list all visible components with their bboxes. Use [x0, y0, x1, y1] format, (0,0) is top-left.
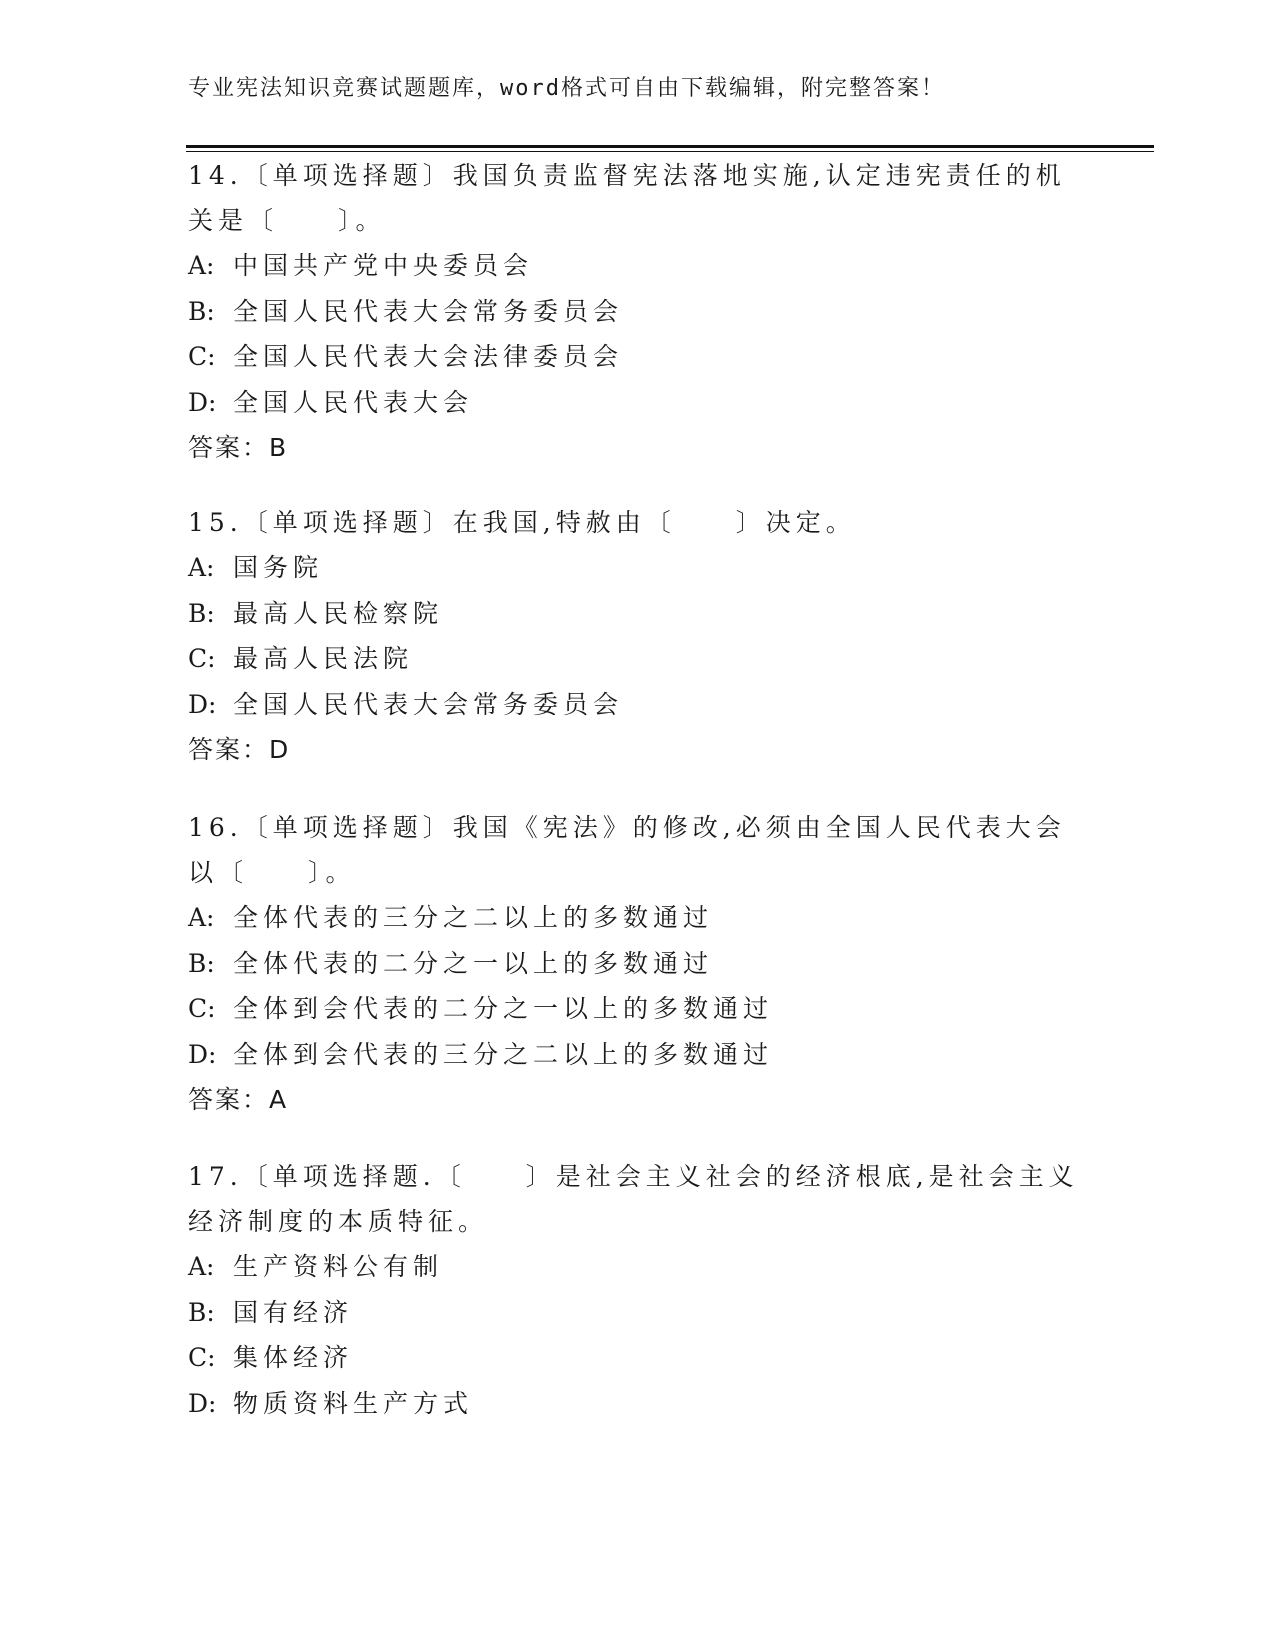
option-letter: A:	[188, 251, 215, 280]
option-text: 中国共产党中央委员会	[233, 251, 534, 280]
answer: 答案：B	[188, 433, 289, 462]
option-letter: D:	[188, 689, 217, 719]
option-letter: A:	[188, 903, 215, 932]
option-letter: D:	[188, 1388, 217, 1418]
question-14	[188, 153, 1088, 470]
question-16	[188, 805, 1088, 1122]
option-letter: D:	[188, 387, 217, 417]
option-c	[188, 986, 1088, 1032]
question-15	[188, 500, 1088, 772]
page-header: 专业宪法知识竞赛试题题库，word格式可自由下载编辑，附完整答案！	[188, 76, 945, 101]
question-stem: 14.〔单项选择题〕我国负责监督宪法落地实施,认定违宪责任的机关是〔 〕。	[188, 161, 1066, 235]
option-letter: C:	[188, 1343, 216, 1372]
option-letter: C:	[188, 644, 216, 673]
option-d	[188, 1381, 1088, 1427]
question-17	[188, 1154, 1088, 1426]
option-letter: B:	[188, 598, 215, 628]
option-text: 最高人民检察院	[233, 598, 444, 628]
option-b	[188, 941, 1088, 987]
option-c	[188, 1335, 1088, 1381]
option-c	[188, 334, 1088, 380]
option-b	[188, 591, 1088, 637]
option-a	[188, 545, 1088, 591]
option-a	[188, 1244, 1088, 1290]
option-letter: A:	[188, 1252, 215, 1281]
option-a	[188, 243, 1088, 289]
option-text: 全国人民代表大会常务委员会	[233, 689, 624, 719]
option-letter: B:	[188, 1297, 215, 1327]
option-letter: A:	[188, 553, 215, 582]
option-letter: B:	[188, 948, 215, 978]
option-text: 生产资料公有制	[233, 1252, 444, 1281]
option-letter: C:	[188, 994, 216, 1023]
option-text: 全体到会代表的三分之二以上的多数通过	[233, 1039, 774, 1069]
option-text: 全国人民代表大会法律委员会	[233, 342, 624, 371]
option-d	[188, 682, 1088, 728]
option-text: 物质资料生产方式	[233, 1388, 474, 1418]
header-rule-thin	[186, 151, 1154, 152]
option-text: 全国人民代表大会	[233, 387, 474, 417]
option-d	[188, 1032, 1088, 1078]
answer: 答案：D	[188, 735, 291, 764]
option-b	[188, 289, 1088, 335]
option-d	[188, 380, 1088, 426]
question-stem: 17.〔单项选择题.〔 〕是社会主义社会的经济根底,是社会主义经济制度的本质特征。	[188, 1162, 1079, 1236]
question-stem: 16.〔单项选择题〕我国《宪法》的修改,必须由全国人民代表大会以〔 〕。	[188, 813, 1066, 887]
option-text: 全体到会代表的二分之一以上的多数通过	[233, 994, 774, 1023]
option-letter: D:	[188, 1039, 217, 1069]
option-text: 最高人民法院	[233, 644, 414, 673]
option-text: 集体经济	[233, 1343, 354, 1372]
answer: 答案：A	[188, 1085, 289, 1114]
header-rule-thick	[186, 145, 1154, 148]
option-b	[188, 1290, 1088, 1336]
option-text: 全国人民代表大会常务委员会	[233, 296, 624, 326]
option-text: 全体代表的二分之一以上的多数通过	[233, 948, 714, 978]
option-c	[188, 636, 1088, 682]
option-text: 全体代表的三分之二以上的多数通过	[233, 903, 714, 932]
question-stem: 15.〔单项选择题〕在我国,特赦由〔 〕决定。	[188, 508, 856, 537]
option-letter: B:	[188, 296, 215, 326]
option-text: 国务院	[233, 553, 324, 582]
option-text: 国有经济	[233, 1297, 354, 1327]
option-a	[188, 895, 1088, 941]
option-letter: C:	[188, 342, 216, 371]
